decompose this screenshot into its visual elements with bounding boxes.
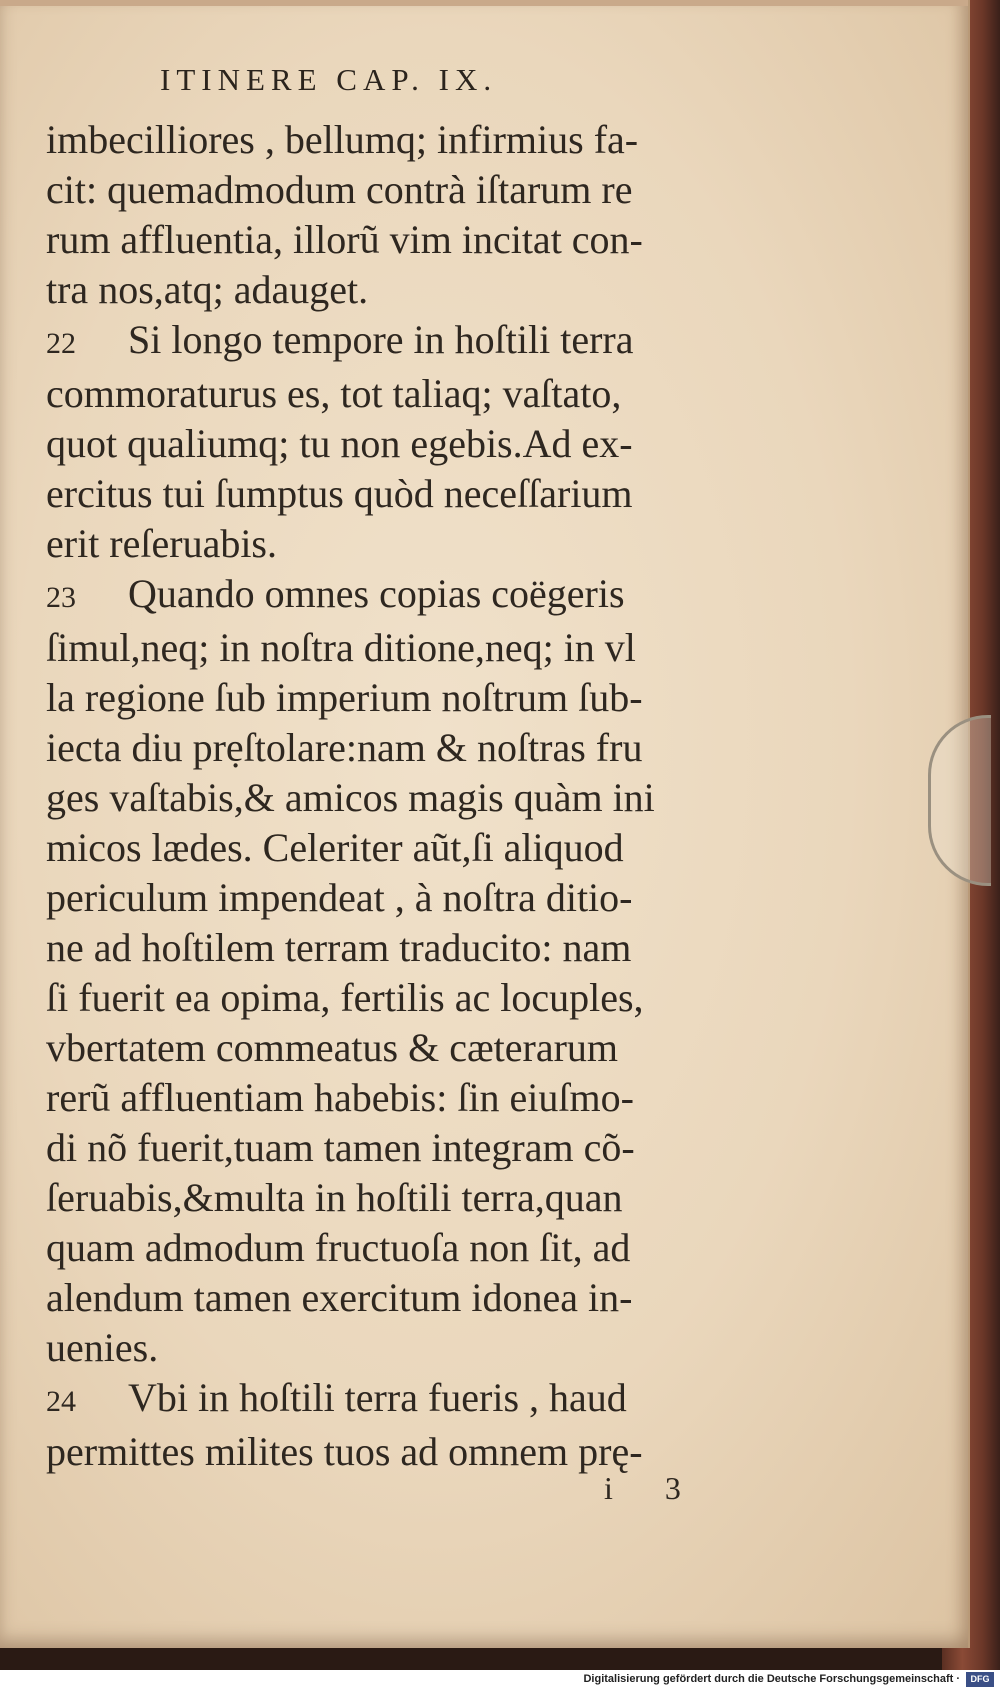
text-line: iecta diu prẹſtolare:nam & noſtras fru bbox=[46, 725, 643, 770]
text-line: erit reſeruabis. bbox=[46, 521, 277, 566]
text-line: quot qualiumq; tu non egebis.Ad ex- bbox=[46, 421, 633, 466]
text-line: vbertatem commeatus & cæterarum bbox=[46, 1025, 619, 1070]
text-line: ercitus tui ſumptus quòd neceſſarium bbox=[46, 471, 633, 516]
text-line: 23 Quando omnes copias coëgeris bbox=[46, 569, 766, 623]
text-line: la regione ſub imperium noſtrum ſub- bbox=[46, 675, 643, 720]
running-title: ITINERE CAP. IX. bbox=[160, 62, 498, 97]
text-line: quam admodum fructuoſa non ſit, ad bbox=[46, 1225, 631, 1270]
page-top-edge bbox=[0, 0, 968, 6]
text-line: tra nos,atq; adauget. bbox=[46, 267, 369, 312]
credit-bar bbox=[0, 1670, 1000, 1691]
text-line: ſeruabis,&multa in hoſtili terra,quan bbox=[46, 1175, 623, 1220]
text-line: ges vaſtabis,& amicos magis quàm ini bbox=[46, 775, 655, 820]
text-line: commoraturus es, tot taliaq; vaſtato, bbox=[46, 371, 622, 416]
dfg-logo-icon: DFG bbox=[966, 1672, 994, 1687]
text-line: uenies. bbox=[46, 1325, 159, 1370]
section-number: 22 bbox=[46, 327, 76, 360]
text-line: ne ad hoſtilem terram traducito: nam bbox=[46, 925, 632, 970]
text-line: 22 Si longo tempore in hoſtili terra bbox=[46, 315, 766, 369]
text-line: di nõ fuerit,tuam tamen integram cõ- bbox=[46, 1125, 635, 1170]
text-line: rerũ affluentiam habebis: ſin eiuſmo- bbox=[46, 1075, 634, 1120]
text-line: cit: quemadmodum contrà iſtarum re bbox=[46, 167, 633, 212]
text-line: alendum tamen exercitum idonea in- bbox=[46, 1275, 633, 1320]
text-line: ſi fuerit ea opima, fertilis ac locuples, bbox=[46, 975, 644, 1020]
section-number: 23 bbox=[46, 581, 76, 614]
text-line: imbecilliores , bellumq; infirmius fa- bbox=[46, 117, 639, 162]
text-line: periculum impendeat , à noſtra ditio- bbox=[46, 875, 633, 920]
text-line: rum affluentia, illorũ vim incitat con- bbox=[46, 217, 643, 262]
text-line: micos lædes. Celeriter aũt,ſi aliquod bbox=[46, 825, 624, 870]
signature-mark: i 3 bbox=[604, 1470, 703, 1506]
text-line: permittes milites tuos ad omnem prę- bbox=[46, 1429, 643, 1474]
text-line: ſimul,neq; in noſtra ditione,neq; in vl bbox=[46, 625, 636, 670]
section-number: 24 bbox=[46, 1385, 76, 1418]
text-line: 24 Vbi in hoſtili terra fueris , haud bbox=[46, 1373, 766, 1427]
page-text bbox=[46, 115, 766, 1477]
credit-text: Digitalisierung gefördert durch die Deutsche Forschungsgemeinschaft · bbox=[583, 1673, 960, 1685]
